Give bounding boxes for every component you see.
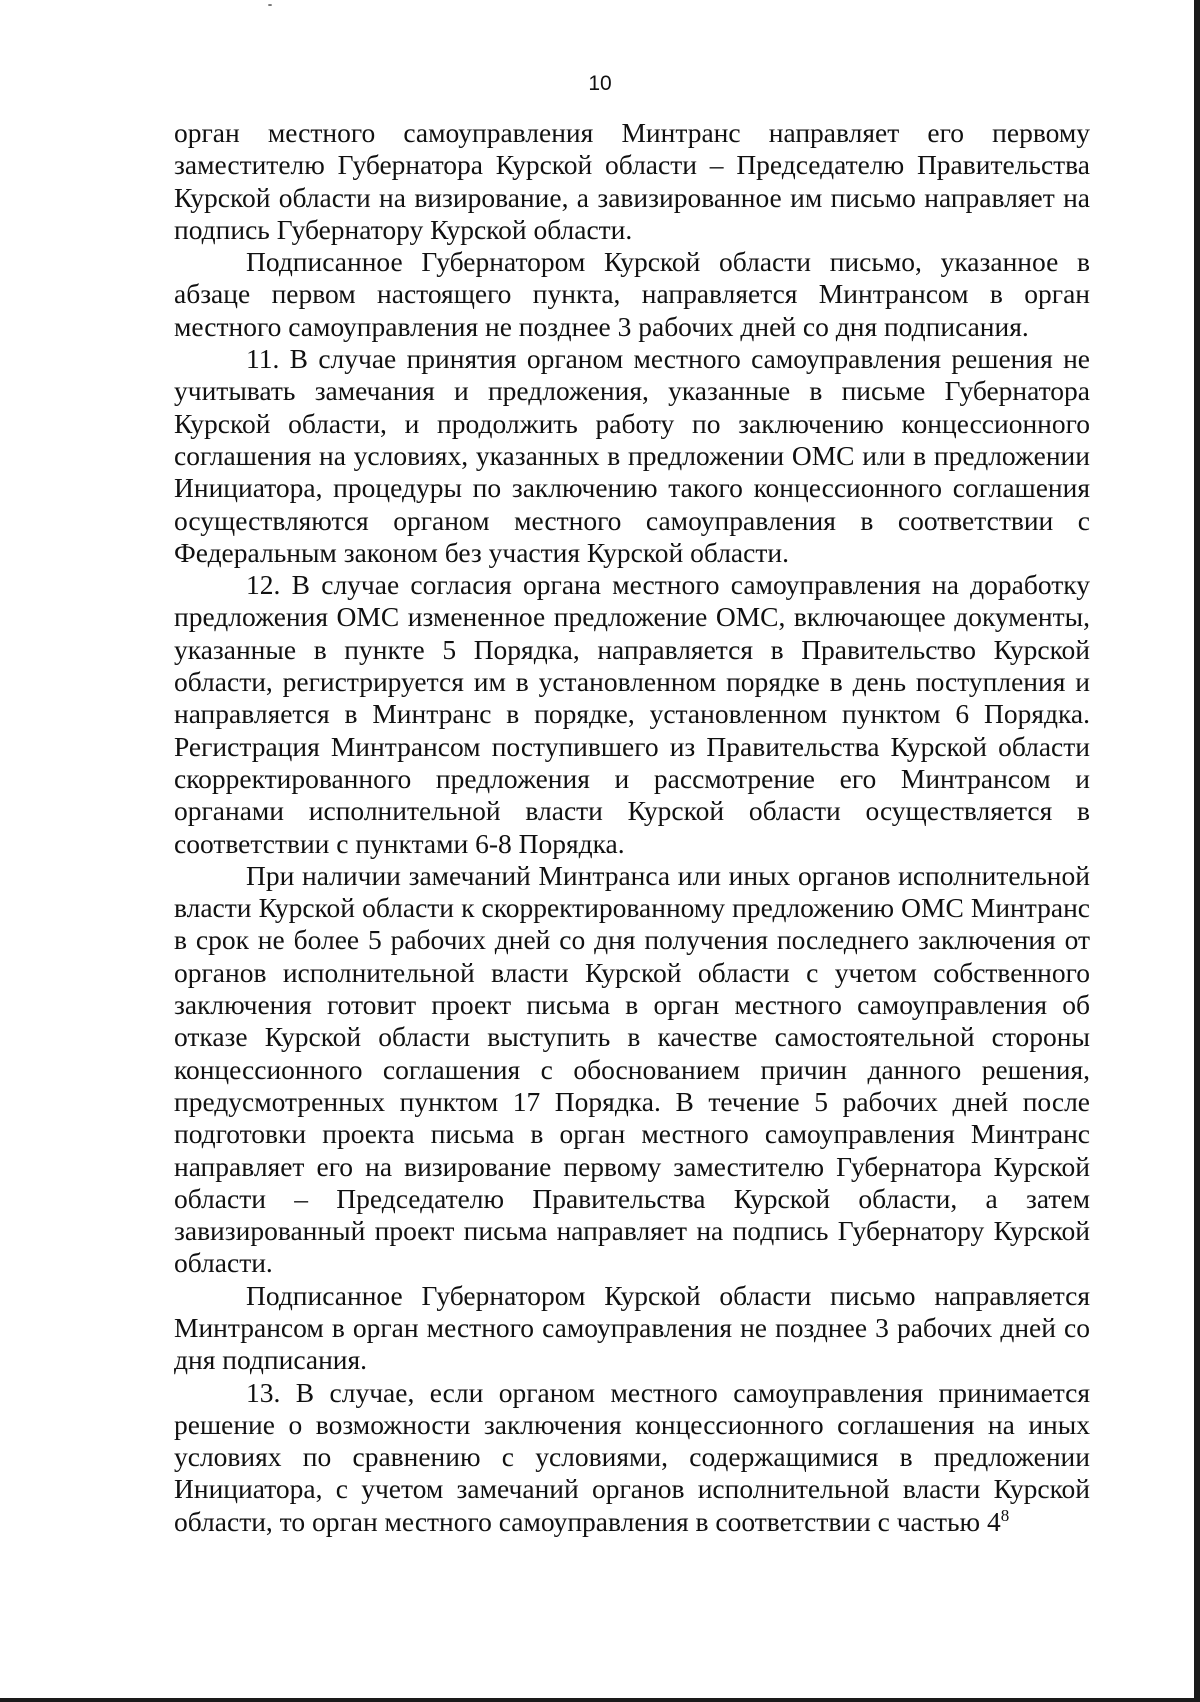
paragraph-item-13-text: 13. В случае, если органом местного самоуправления принимается решение о возможности заключения концессионного соглашения на иных условиях по сравнению с условиями, содержащимися в предложении Инициатора, с учетом замечаний органов исполнительной власти Курской области, то орган местного самоуправления в соответствии с частью 4 <box>174 1376 1090 1537</box>
paragraph-continuation: орган местного самоуправления Минтранс направляет его первому заместителю Губернатора Курской области – Председателю Правительства Курской области на визирование, а завизированное им письмо направляет на подпись Губернатору Курской области. <box>174 117 1090 245</box>
document-body <box>174 117 1090 1538</box>
paragraph-signed-letter-2: Подписанное Губернатором Курской области письмо направляется Минтрансом в орган местного самоуправления не позднее 3 рабочих дней со дня подписания. <box>174 1279 1090 1376</box>
paragraph-item-12: 12. В случае согласия органа местного самоуправления на доработку предложения ОМС измененное предложение ОМС, включающее документы, указанные в пункте 5 Порядка, направляется в Правительство Курской области, регистрируется им в установленном порядке в день поступления и направляется в Минтранс в порядке, установленном пунктом 6 Порядка. Регистрация Минтрансом поступившего из Правительства Курской области скорректированного предложения и рассмотрение его Минтрансом и органами исполнительной власти Курской области осуществляется в соответствии с пунктами 6-8 Порядка. <box>174 569 1090 859</box>
page-number: 10 <box>588 72 612 95</box>
scan-edge-right <box>1194 0 1200 1702</box>
paragraph-item-11: 11. В случае принятия органом местного самоуправления решения не учитывать замечания и предложения, указанные в письме Губернатора Курской области, и продолжить работу по заключению концессионного соглашения на условиях, указанных в предложении ОМС или в предложении Инициатора, процедуры по заключению такого концессионного соглашения осуществляются органом местного самоуправления в соответствии с Федеральным законом без участия Курской области. <box>174 343 1090 568</box>
paragraph-signed-letter: Подписанное Губернатором Курской области письмо, указанное в абзаце первом настоящего пункта, направляется Минтрансом в орган местного самоуправления не позднее 3 рабочих дней со дня подписания. <box>174 246 1090 342</box>
scan-speck <box>268 4 272 6</box>
superscript-8: 8 <box>1000 1505 1010 1525</box>
paragraph-item-13 <box>174 1377 1090 1538</box>
scan-edge-bottom <box>0 1698 1200 1702</box>
paragraph-remarks: При наличии замечаний Минтранса или иных органов исполнительной власти Курской области к скорректированному предложению ОМС Минтранс в срок не более 5 рабочих дней со дня получения последнего заключения от органов исполнительной власти Курской области с учетом собственного заключения готовит проект письма в орган местного самоуправления об отказе Курской области выступить в качестве самостоятельной стороны концессионного соглашения с обоснованием причин данного решения, предусмотренных пунктом 17 Порядка. В течение 5 рабочих дней после подготовки проекта письма в орган местного самоуправления Минтранс направляет его на визирование первому заместителю Губернатора Курской области – Председателю Правительства Курской области, а затем завизированный проект письма направляет на подпись Губернатору Курской области. <box>174 859 1090 1279</box>
